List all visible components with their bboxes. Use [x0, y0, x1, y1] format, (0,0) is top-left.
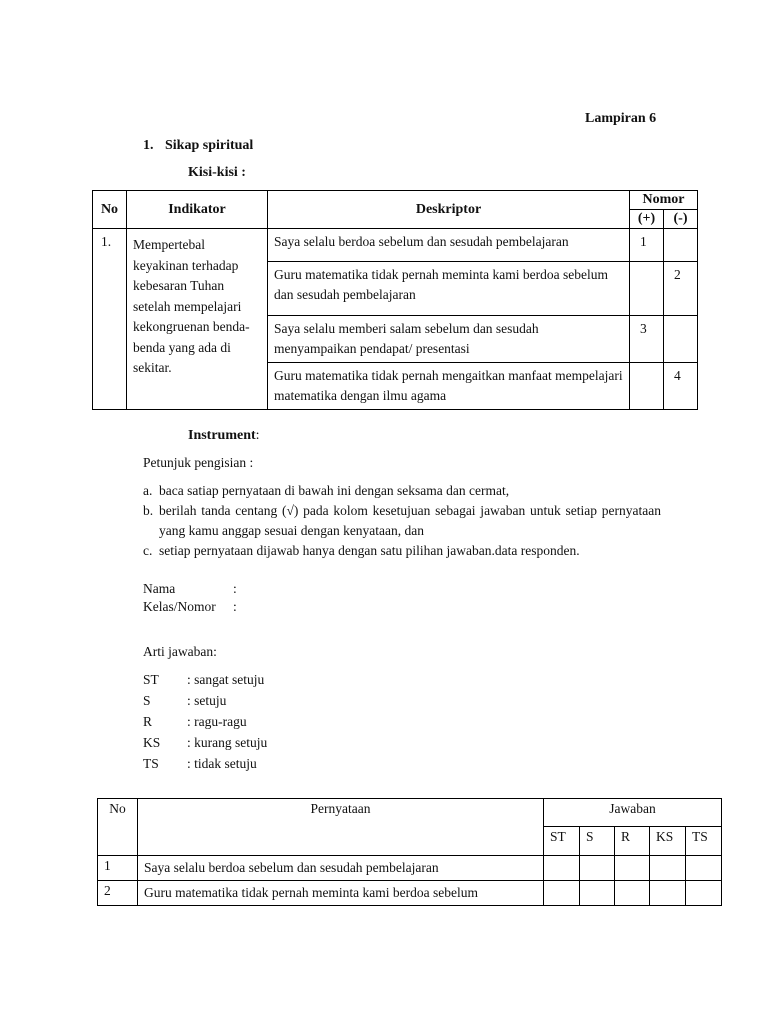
header-no: No — [93, 191, 127, 229]
answer-cell-r[interactable] — [615, 881, 650, 906]
option-header-ts: TS — [686, 827, 722, 856]
legend-meaning: : tidak setuju — [187, 756, 257, 771]
legend-item — [143, 690, 267, 711]
response-table — [97, 798, 722, 906]
petunjuk-label: Petunjuk pengisian : — [143, 455, 254, 470]
header-plus: (+) — [630, 210, 664, 229]
list-text: setiap pernyataan dijawab hanya dengan satu pilihan jawaban.data responden. — [159, 543, 580, 558]
instrument-heading — [188, 428, 260, 444]
answer-cell-st[interactable] — [544, 856, 580, 881]
answer-cell-ks[interactable] — [650, 881, 686, 906]
section-number: 1. — [143, 138, 154, 153]
list-item — [143, 541, 661, 561]
answer-cell-st[interactable] — [544, 881, 580, 906]
header-minus: (-) — [664, 210, 698, 229]
answer-cell-s[interactable] — [580, 856, 615, 881]
indikator-text: Mempertebal keyakinan terhadap kebesaran Tuhan setelah mempelajari kekongruenan benda-benda yang ada di sekitar. — [127, 229, 268, 410]
header-pernyataan: Pernyataan — [138, 799, 544, 856]
header-nomor: Nomor — [630, 191, 698, 210]
section-heading — [143, 138, 253, 154]
option-header-ks: KS — [650, 827, 686, 856]
table-row — [98, 856, 722, 881]
option-header-r: R — [615, 827, 650, 856]
header-indikator: Indikator — [127, 191, 268, 229]
lampiran-label: Lampiran 6 — [585, 111, 657, 126]
row-number: 1 — [98, 856, 138, 881]
list-marker: a. — [143, 483, 153, 498]
legend-code: S — [143, 693, 151, 708]
nomor-minus-cell — [664, 316, 698, 363]
option-header-s: S — [580, 827, 615, 856]
nomor-minus-cell: 4 — [664, 363, 698, 410]
legend-meaning: : kurang setuju — [187, 735, 268, 750]
answer-cell-s[interactable] — [580, 881, 615, 906]
legend-item — [143, 753, 267, 774]
nomor-plus-cell: 1 — [630, 229, 664, 262]
nomor-minus-cell — [664, 229, 698, 262]
answer-cell-ts[interactable] — [686, 856, 722, 881]
statement-text: Guru matematika tidak pernah meminta kami berdoa sebelum — [138, 881, 544, 906]
kelas-colon: : — [233, 599, 237, 614]
list-marker: c. — [143, 543, 153, 558]
deskriptor-cell: Guru matematika tidak pernah mengaitkan manfaat mempelajari matematika dengan ilmu agama — [268, 363, 630, 410]
row-number: 1. — [93, 229, 127, 410]
nama-field — [143, 580, 237, 598]
legend-item — [143, 711, 267, 732]
kelas-field — [143, 598, 237, 616]
answer-code-legend — [143, 669, 267, 774]
kisi-kisi-label: Kisi-kisi : — [188, 165, 246, 180]
nomor-minus-cell: 2 — [664, 262, 698, 316]
instruction-list — [143, 481, 661, 561]
nomor-plus-cell — [630, 262, 664, 316]
header-deskriptor: Deskriptor — [268, 191, 630, 229]
list-text: berilah tanda centang (√) pada kolom kesetujuan sebagai jawaban untuk setiap pernyataan yang kamu anggap sesuai dengan kenyataan, dan — [159, 503, 661, 538]
kisi-kisi-table — [92, 190, 698, 410]
option-header-st: ST — [544, 827, 580, 856]
legend-code: R — [143, 714, 153, 729]
legend-code: KS — [143, 735, 161, 750]
nama-colon: : — [233, 581, 237, 596]
legend-code: TS — [143, 756, 159, 771]
section-title: Sikap spiritual — [165, 138, 254, 153]
list-item — [143, 501, 661, 541]
list-marker: b. — [143, 503, 154, 518]
legend-item — [143, 732, 267, 753]
instrument-title: Instrument — [188, 428, 256, 443]
deskriptor-cell: Saya selalu berdoa sebelum dan sesudah pembelajaran — [268, 229, 630, 262]
deskriptor-cell: Saya selalu memberi salam sebelum dan sesudah menyampaikan pendapat/ presentasi — [268, 316, 630, 363]
list-item — [143, 481, 661, 501]
table-row — [98, 881, 722, 906]
legend-meaning: : setuju — [187, 693, 227, 708]
header-no: No — [98, 799, 138, 856]
row-number: 2 — [98, 881, 138, 906]
header-jawaban: Jawaban — [544, 799, 722, 827]
answer-cell-r[interactable] — [615, 856, 650, 881]
legend-meaning: : ragu-ragu — [187, 714, 247, 729]
legend-code: ST — [143, 672, 159, 687]
nomor-plus-cell — [630, 363, 664, 410]
arti-jawaban-label: Arti jawaban: — [143, 644, 217, 659]
answer-cell-ks[interactable] — [650, 856, 686, 881]
answer-cell-ts[interactable] — [686, 881, 722, 906]
legend-item — [143, 669, 267, 690]
instrument-colon: : — [255, 428, 260, 443]
nomor-plus-cell: 3 — [630, 316, 664, 363]
statement-text: Saya selalu berdoa sebelum dan sesudah pembelajaran — [138, 856, 544, 881]
legend-meaning: : sangat setuju — [187, 672, 265, 687]
list-text: baca satiap pernyataan di bawah ini dengan seksama dan cermat, — [159, 483, 510, 498]
nama-label: Nama — [143, 581, 176, 596]
deskriptor-cell: Guru matematika tidak pernah meminta kami berdoa sebelum dan sesudah pembelajaran — [268, 262, 630, 316]
kelas-label: Kelas/Nomor — [143, 599, 216, 614]
